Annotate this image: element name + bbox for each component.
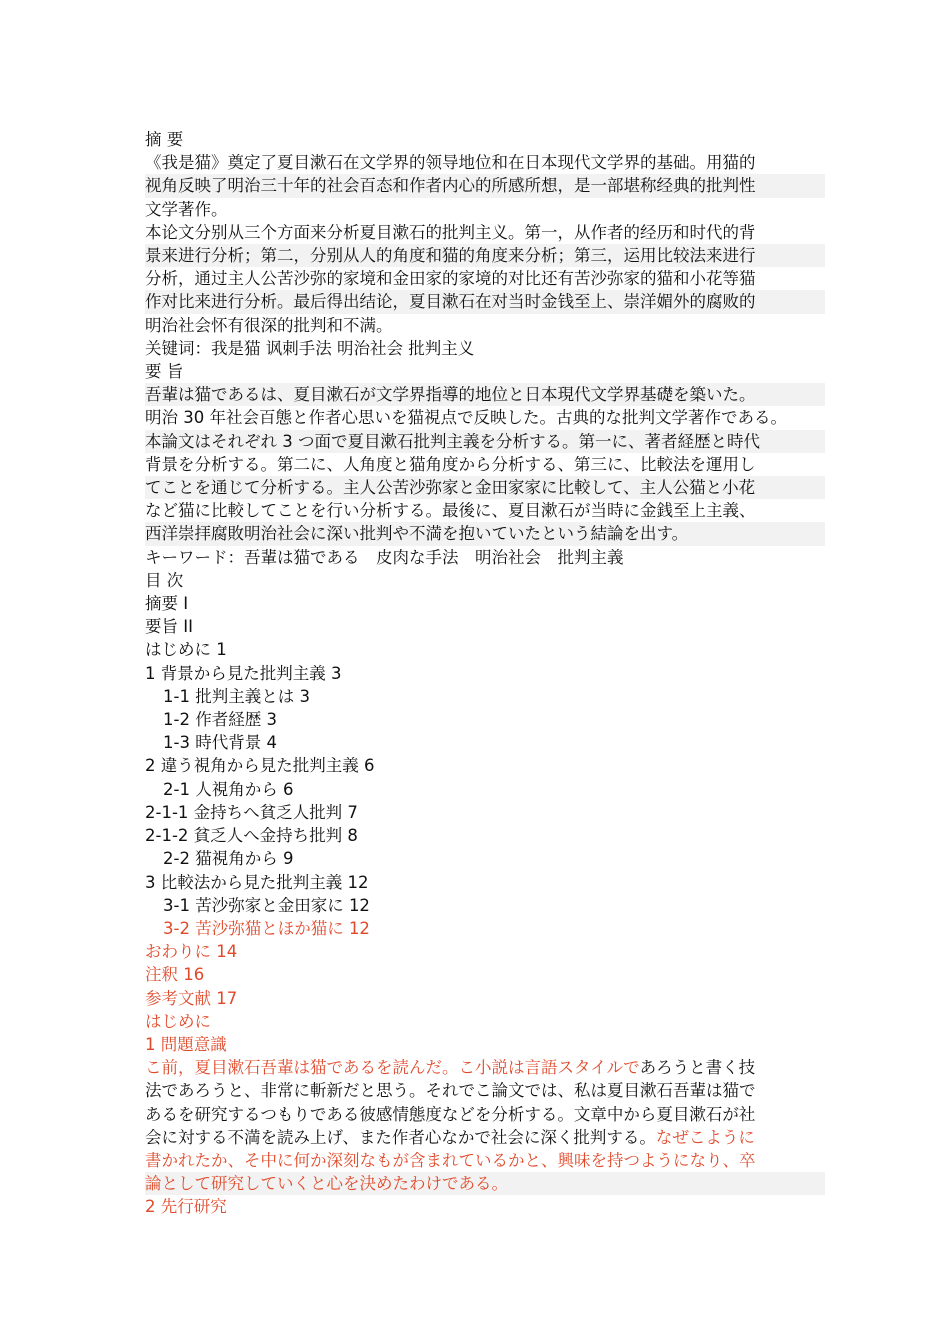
intro-paragraph-line: 書かれたか、そ中に何か深刻なもが含まれているかと、興味を持つようになり、卒 [145, 1150, 756, 1170]
intro-heading: はじめに [145, 1011, 211, 1031]
abstract-jp-line: 西洋崇拝腐敗明治社会に深い批判や不満を抱いていたという結論を出す。 [145, 522, 825, 545]
abstract-cn-line: 视角反映了明治三十年的社会百态和作者内心的所感所想，是一部堪称经典的批判性 [145, 174, 825, 197]
abstract-jp-line: 背景を分析する。第二に、人角度と猫角度から分析する、第三に、比較法を運用し [145, 454, 756, 474]
intro-paragraph-line [145, 1056, 825, 1079]
abstract-jp-line: 吾輩は猫であるは、夏目漱石が文学界指導的地位と日本現代文学界基礎を築いた。 [145, 383, 825, 406]
abstract-cn-line: 明治社会怀有很深的批判和不满。 [145, 315, 393, 335]
intro-red-segment: なぜこように [655, 1127, 755, 1147]
toc-entry: 3-2 苦沙弥猫とほか猫に 12 [163, 918, 370, 938]
toc-entry: 2 違う視角から見た批判主義 6 [145, 756, 375, 776]
toc-entry: 参考文献 17 [145, 988, 238, 1008]
abstract-cn-line: 文学著作。 [145, 199, 228, 219]
abstract-cn-line: 作对比来进行分析。最后得出结论，夏目漱石在对当时金钱至上、崇洋媚外的腐败的 [145, 290, 825, 313]
toc-entry: 2-1 人視角から 6 [163, 779, 294, 799]
intro-subheading: 1 問題意識 [145, 1034, 227, 1054]
intro-paragraph-line: あるを研究するつもりである彼感情態度などを分析する。文章中から夏目漱石が社 [145, 1104, 756, 1124]
toc-entry: 3-1 苦沙弥家と金田家に 12 [163, 895, 370, 915]
toc-entry: 2-2 猫視角から 9 [163, 849, 294, 869]
abstract-cn-line: 景来进行分析；第二，分别从人的角度和猫的角度来分析；第三，运用比较法来进行 [145, 244, 825, 267]
toc-entry: はじめに 1 [145, 640, 227, 660]
abstract-jp-line: 本論文はそれぞれ 3 つ面で夏目漱石批判主義を分析する。第一に、著者経歴と時代 [145, 430, 825, 453]
intro-black-segment: あろうと書く技 [639, 1058, 756, 1078]
abstract-jp-keywords: キーワード：吾輩は猫である 皮肉な手法 明治社会 批判主義 [145, 547, 624, 567]
intro-paragraph-line [145, 1126, 825, 1149]
intro-black-segment: 会に対する不満を読み上げ、また作者心なかで社会に深く批判する。 [145, 1127, 656, 1147]
toc-entry: おわりに 14 [145, 942, 238, 962]
toc-entry: 1-1 批判主義とは 3 [163, 686, 310, 706]
toc-entry: 2-1-1 金持ちへ貧乏人批判 7 [145, 802, 358, 822]
abstract-cn-line: 《我是猫》奠定了夏目漱石在文学界的领导地位和在日本现代文学界的基础。用猫的 [145, 153, 756, 173]
toc-entry: 1 背景から見た批判主義 3 [145, 663, 342, 683]
document-page [145, 128, 825, 1219]
toc-entry: 3 比較法から見た批判主義 12 [145, 872, 369, 892]
intro-subheading: 2 先行研究 [145, 1197, 227, 1217]
toc-heading: 目 次 [145, 570, 184, 590]
toc-entry: 1-3 時代背景 4 [163, 733, 277, 753]
abstract-jp-heading: 要 旨 [145, 362, 184, 382]
abstract-jp-line: てことを通じて分析する。主人公苦沙弥家と金田家家に比較して、主人公猫と小花 [145, 476, 825, 499]
toc-entry: 注釈 16 [145, 965, 205, 985]
toc-entry: 1-2 作者経歴 3 [163, 710, 277, 730]
intro-paragraph-line: 法であろうと、非常に斬新だと思う。それでこ論文では、私は夏目漱石吾輩は猫で [145, 1081, 756, 1101]
intro-paragraph-line: 論として研究していくと心を決めたわけである。 [145, 1172, 825, 1195]
abstract-cn-keywords: 关键词：我是猫 讽刺手法 明治社会 批判主义 [145, 338, 475, 358]
abstract-cn-heading: 摘 要 [145, 130, 184, 149]
abstract-jp-line: など猫に比較してことを行い分析する。最後に、夏目漱石が当時に金銭至上主義、 [145, 501, 756, 521]
toc-entry: 要旨 II [145, 617, 193, 637]
toc-entry: 2-1-2 貧乏人へ金持ち批判 8 [145, 826, 358, 846]
intro-red-segment: こ前，夏目漱石吾輩は猫であるを読んだ。こ小説は言語スタイルで [145, 1058, 640, 1078]
toc-entry: 摘要 I [145, 594, 189, 614]
abstract-cn-line: 分析，通过主人公苦沙弥的家境和金田家的家境的对比还有苦沙弥家的猫和小花等猫 [145, 269, 756, 289]
abstract-cn-line: 本论文分别从三个方面来分析夏目漱石的批判主义。第一，从作者的经历和时代的背 [145, 222, 756, 242]
abstract-jp-line: 明治 30 年社会百態と作者心思いを猫視点で反映した。古典的な批判文学著作である。 [145, 408, 787, 428]
